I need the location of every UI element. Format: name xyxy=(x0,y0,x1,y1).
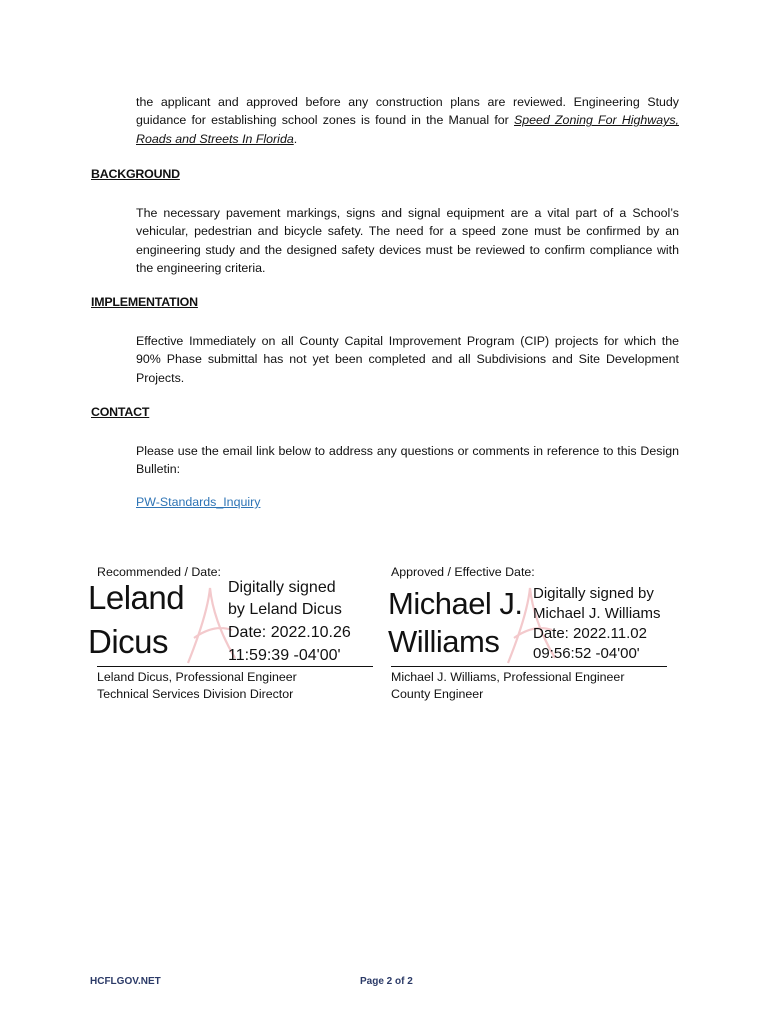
manual-reference: Speed Zoning For Highways, Roads and Streets In Florida xyxy=(136,113,679,146)
leland-digital-signature-date: Date: 2022.10.26 xyxy=(228,624,351,641)
intro-text: the applicant and approved before any construction plans are reviewed. Engineering Study guidance for establishing school zones is found in the Manual for xyxy=(136,95,679,128)
background-heading: BACKGROUND xyxy=(91,167,180,181)
intro-suffix: . xyxy=(293,131,298,146)
footer-website: HCFLGOV.NET xyxy=(90,976,161,987)
williams-digital-signature-line1: Digitally signed by xyxy=(533,585,654,602)
leland-title: Technical Services Division Director xyxy=(97,687,294,701)
williams-digital-signature-line2: Michael J. Williams xyxy=(533,605,661,622)
williams-printed-name: Michael J. Williams, Professional Engineer xyxy=(391,670,625,684)
background-paragraph: The necessary pavement markings, signs and signal equipment are a vital part of a School’s vehicular, pedestrian and bicycle safety. The need for a speed zone must be confirmed by an engineering study and the designed safety devices must be reviewed to confirm compliance with the engineering criteria. xyxy=(136,206,679,276)
footer-page-number: Page 2 of 2 xyxy=(360,976,413,987)
williams-digital-signature-date: Date: 2022.11.02 xyxy=(533,625,647,642)
intro-paragraph xyxy=(136,93,679,148)
approved-effective-date-label: Approved / Effective Date: xyxy=(391,565,535,579)
left-signature-line xyxy=(97,666,373,667)
williams-signature-name-line1: Michael J. xyxy=(388,586,523,621)
implementation-paragraph: Effective Immediately on all County Capital Improvement Program (CIP) projects for which the 90% Phase submittal has not yet been completed and all Subdivisions and Site Development Projects. xyxy=(136,334,679,385)
williams-digital-signature-time: 09:56:52 -04'00' xyxy=(533,645,640,662)
leland-digital-signature-time: 11:59:39 -04'00' xyxy=(228,647,341,664)
leland-signature-name-line1: Leland xyxy=(88,579,185,616)
leland-printed-name: Leland Dicus, Professional Engineer xyxy=(97,670,297,684)
pw-standards-inquiry-link[interactable]: PW-Standards_Inquiry xyxy=(136,495,261,509)
contact-paragraph: Please use the email link below to address any questions or comments in reference to this Design Bulletin: xyxy=(136,444,679,477)
williams-signature-name-line2: Williams xyxy=(388,624,500,659)
leland-digital-signature-line2: by Leland Dicus xyxy=(228,601,342,618)
leland-digital-signature-line1: Digitally signed xyxy=(228,579,336,596)
implementation-heading: IMPLEMENTATION xyxy=(91,295,198,309)
contact-heading: CONTACT xyxy=(91,405,150,419)
recommended-date-label: Recommended / Date: xyxy=(97,565,221,579)
williams-title: County Engineer xyxy=(391,687,484,701)
leland-signature-name-line2: Dicus xyxy=(88,623,169,660)
right-signature-line xyxy=(391,666,667,667)
